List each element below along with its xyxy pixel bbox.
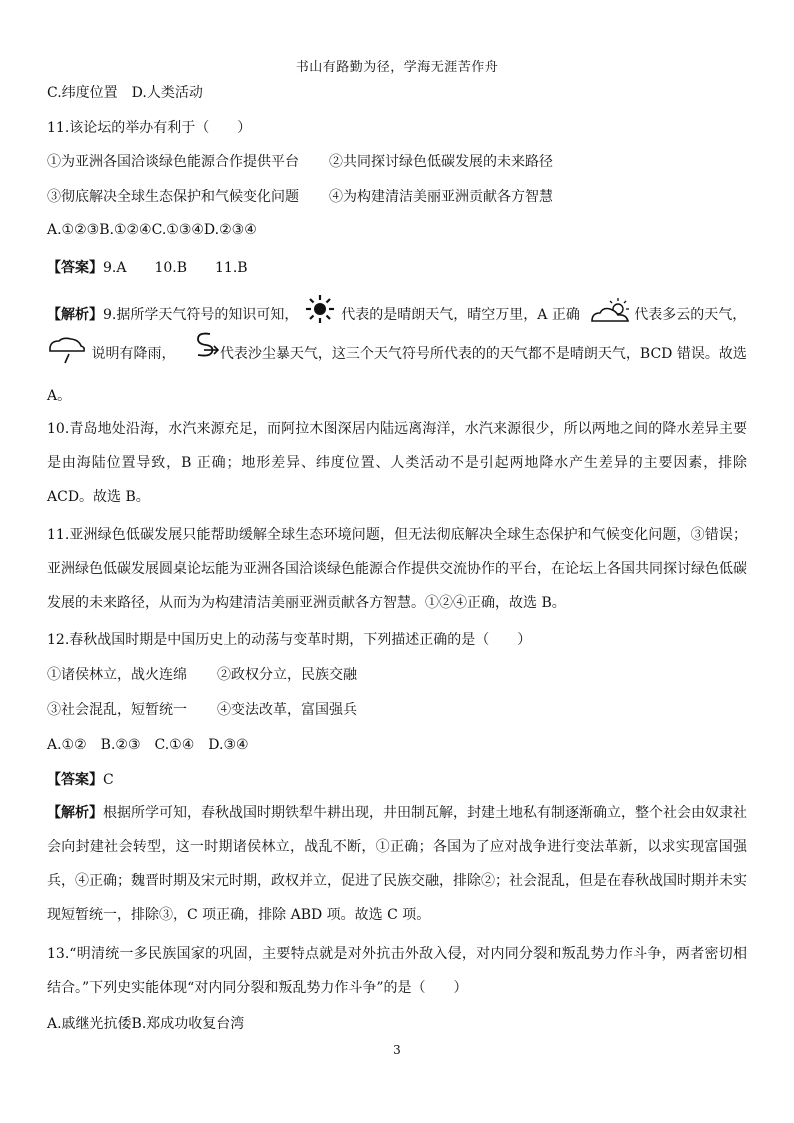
analysis-12 — [47, 796, 747, 932]
page-header: 书山有路勤为径，学海无涯苦作舟 — [295, 60, 499, 75]
analysis-9-text-b: 代表的是晴朗天气，晴空万里，A 正确 — [336, 307, 580, 323]
analysis-9-line3: A。 — [47, 388, 72, 404]
analysis-12-text: 根据所学可知，春秋战国时期铁犁牛耕出现，井田制瓦解，封建土地私有制逐渐确立，整个社会由奴隶社会向封建社会转型，这一时期诸侯林立，战乱不断，①正确；各国为了应对战争进行变法革新，以求实现富国强兵，④正确；魏晋时期及宋元时期，政权并立，促进了民族交融，排除②；社会混乱，但是在春秋战国时期并未实现短暂统一，排除③，C 项正确，排除 ABD 项。故选 C 项。 — [47, 805, 747, 923]
question-12-choices: A.①② B.②③ C.①④ D.③④ — [47, 737, 249, 753]
page-number: 3 — [393, 1043, 401, 1057]
answer-block-2 — [47, 769, 747, 789]
question-11-choices: A.①②③B.①②④C.①③④D.②③④ — [47, 222, 257, 238]
option-2: ②共同探讨绿色低碳发展的未来路径 — [329, 154, 553, 170]
sunny-weather-icon — [303, 294, 337, 324]
answer-block-1 — [47, 257, 747, 277]
option-3: ③彻底解决全球生态保护和气候变化问题 — [47, 189, 299, 205]
question-12-options-row1 — [47, 664, 747, 684]
analysis-9-text-a: 9.据所学天气符号的知识可知， — [103, 307, 299, 323]
analysis-9-text-d: 说明有降雨， — [87, 346, 176, 362]
answer-text: 9.A 10.B 11.B — [103, 260, 248, 276]
option-4: ④为构建清洁美丽亚洲贡献各方智慧 — [329, 189, 553, 205]
answer-label: 【答案】 — [47, 260, 103, 276]
analysis-label: 【解析】 — [47, 805, 103, 821]
analysis-9-text-e: 代表沙尘暴天气，这三个天气符号所代表的的天气都不是晴朗天气，BCD 错误。故选 — [219, 346, 747, 362]
analysis-9-line2 — [47, 338, 747, 372]
question-12: 12.春秋战国时期是中国历史上的动荡与变革时期，下列描述正确的是（ ） — [47, 632, 532, 648]
question-13: 13.“明清统一多民族国家的巩固，主要特点就是对外抗击外敌入侵，对内同分裂和叛乱势力作斗争，两者密切相结合。”下列史实能体现“对内同分裂和叛乱势力作斗争”的是（ ） — [47, 946, 747, 996]
answer-text: C — [103, 772, 114, 788]
question-11: 11.该论坛的举办有利于（ ） — [47, 120, 252, 136]
sandstorm-weather-icon — [190, 330, 220, 362]
question-12-options-row2 — [47, 699, 747, 719]
analysis-9-text-c: 代表多云的天气， — [634, 307, 747, 323]
analysis-label: 【解析】 — [47, 307, 103, 323]
analysis-10: 10.青岛地处沿海，水汽来源充足，而阿拉木图深居内陆远离海洋，水汽来源很少，所以两地之间的降水差异主要是由海陆位置导致，B 正确；地形差异、纬度位置、人类活动不是引起两地降水产生差异的主要因素，排除 ACD。故选 B。 — [47, 421, 747, 505]
rain-weather-icon — [47, 335, 87, 365]
answer-label: 【答案】 — [47, 772, 103, 788]
analysis-9-line1 — [47, 300, 747, 334]
question-11-options-row1 — [47, 151, 747, 171]
option-line-cd: C.纬度位置 D.人类活动 — [47, 85, 203, 101]
option-1: ①为亚洲各国洽谈绿色能源合作提供平台 — [47, 154, 299, 170]
question-13-choices-ab: A.戚继光抗倭B.郑成功收复台湾 — [47, 1016, 245, 1032]
option-3: ③社会混乱，短暂统一 — [47, 702, 187, 718]
option-4: ④变法改革，富国强兵 — [217, 702, 357, 718]
analysis-11: 11.亚洲绿色低碳发展只能帮助缓解全球生态环境问题，但无法彻底解决全球生态保护和气候变化问题，③错误；亚洲绿色低碳发展圆桌论坛能为亚洲各国洽谈绿色能源合作提供交流协作的平台，在论坛上各国共同探讨绿色低碳发展的未来路径，从而为为构建清洁美丽亚洲贡献各方智慧。①②④正确，故选 B。 — [47, 527, 747, 611]
question-11-options-row2 — [47, 186, 747, 206]
option-2: ②政权分立，民族交融 — [217, 667, 357, 683]
partly-cloudy-weather-icon — [588, 297, 634, 325]
option-1: ①诸侯林立，战火连绵 — [47, 667, 187, 683]
